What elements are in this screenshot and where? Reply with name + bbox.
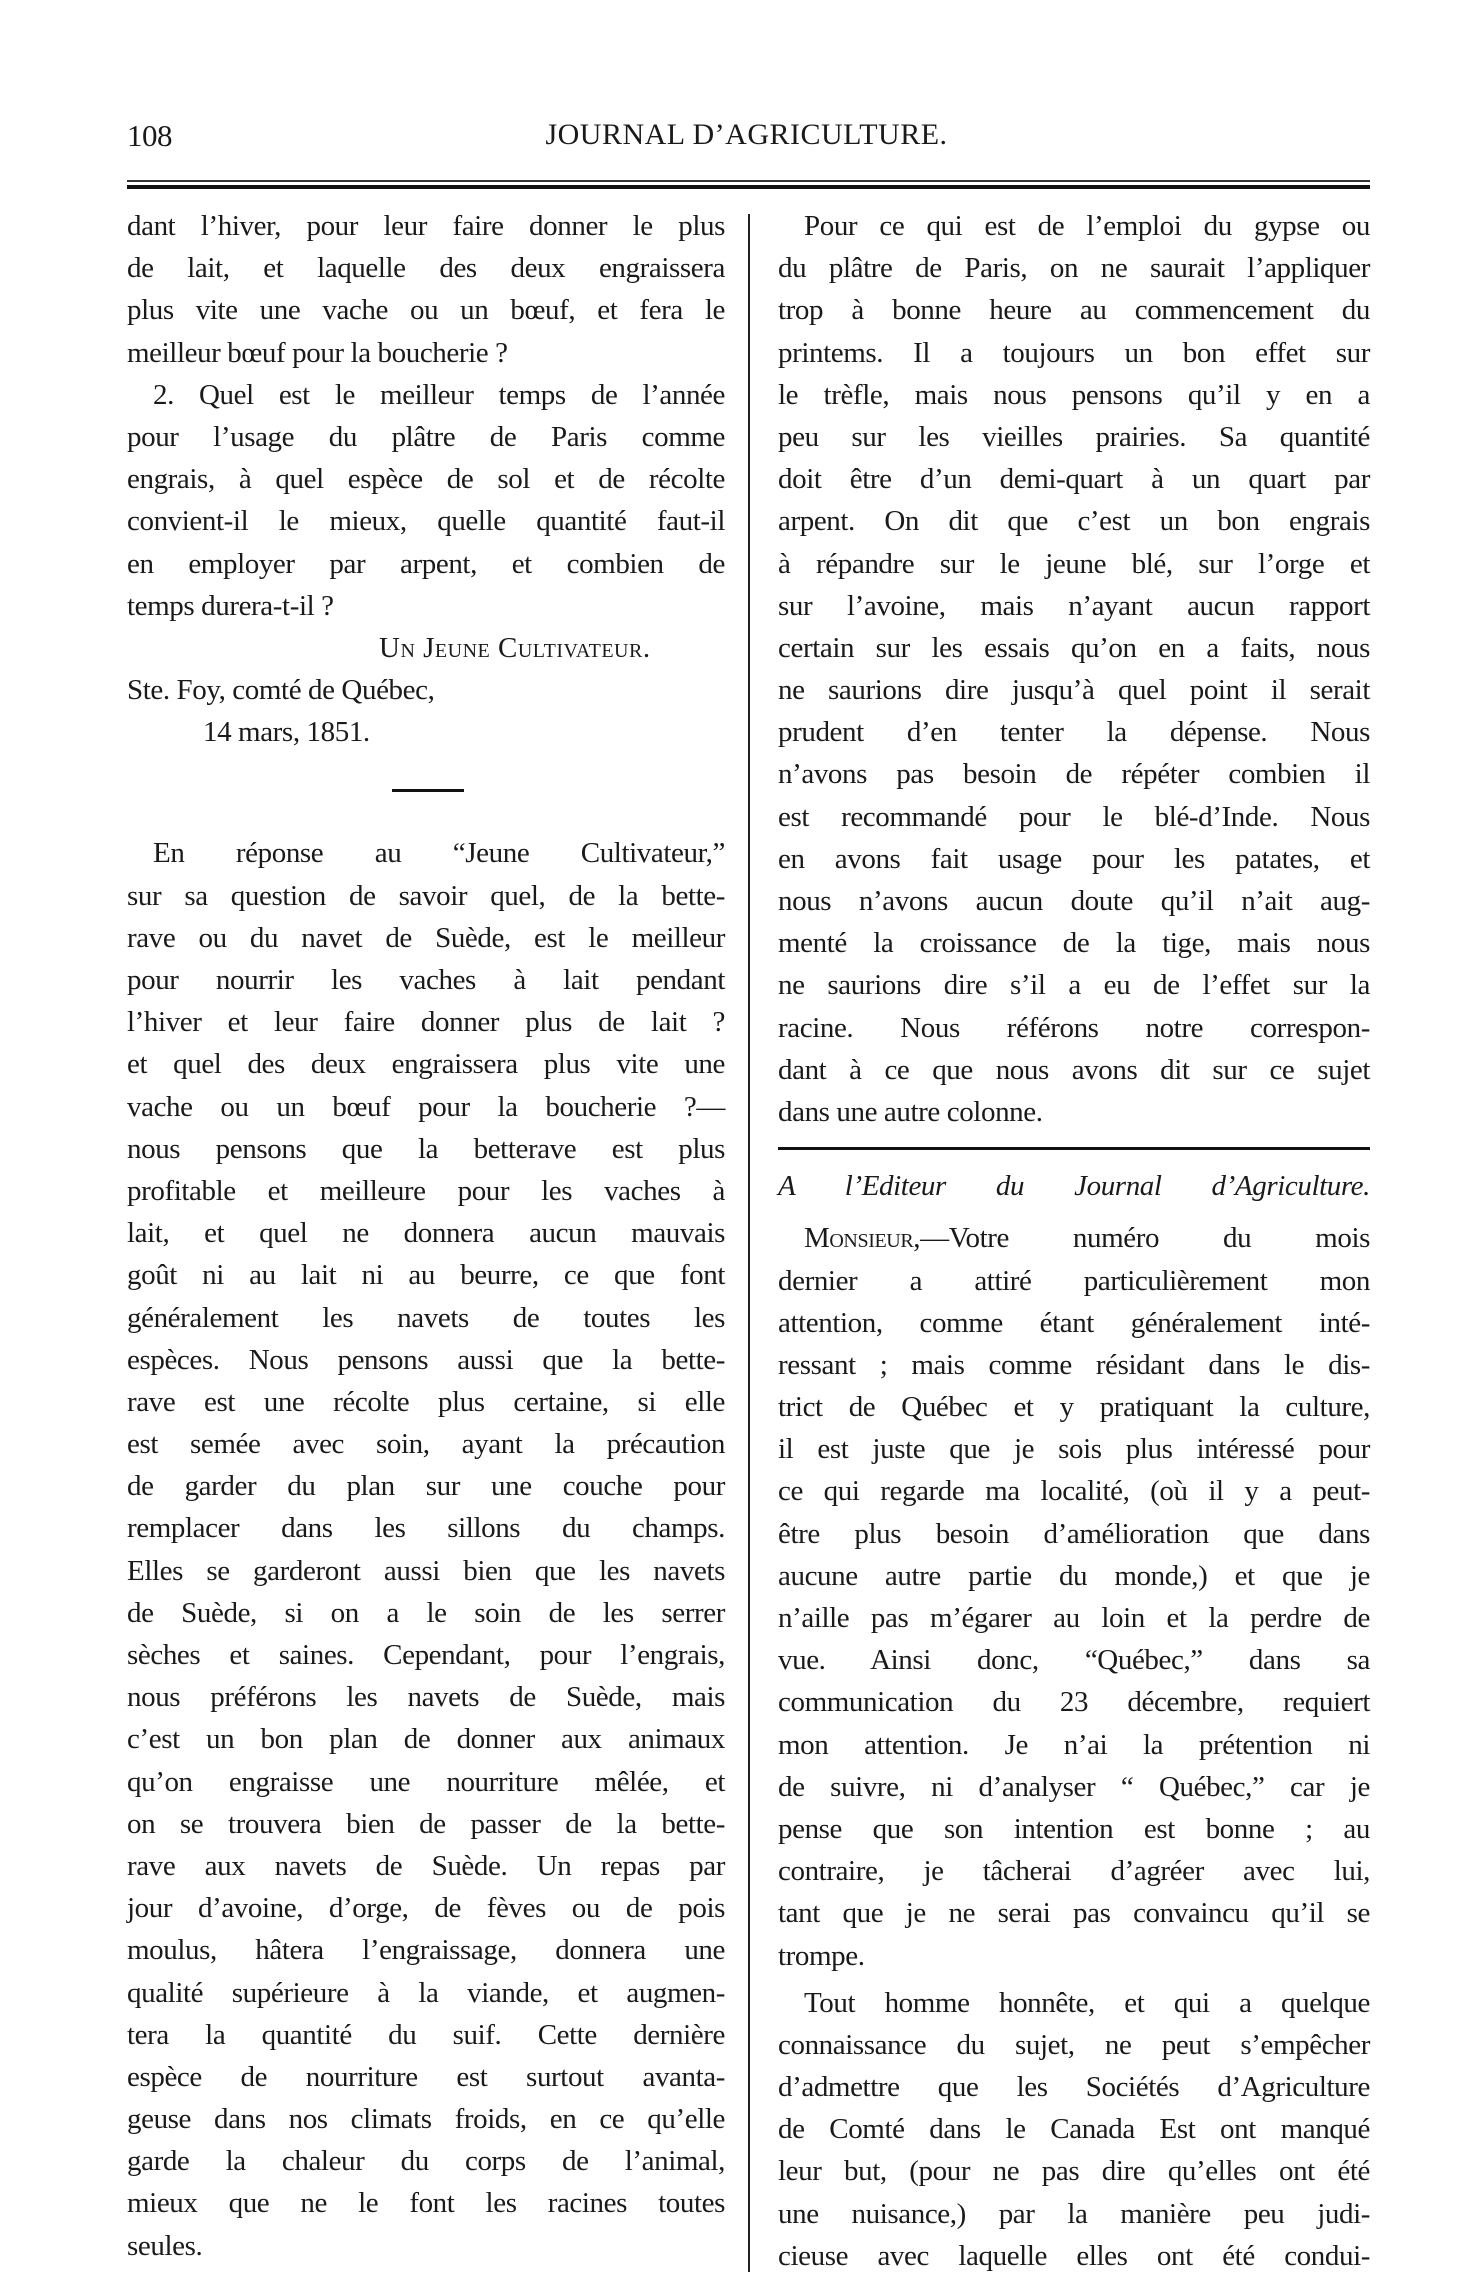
page-number: 108 [127,118,172,153]
text-line: qu’on engraisse une nourriture mêlée, et [127,1765,725,1798]
text-line: est semée avec soin, ayant la précaution [127,1428,725,1461]
header-rule [127,180,1370,182]
header-rule-thick [127,185,1370,189]
right-column [778,205,1370,2277]
text-line: dant l’hiver, pour leur faire donner le plus [127,210,725,242]
text-line: arpent. On dit que c’est un bon engrais [778,505,1370,538]
letter-heading: A l’Editeur du Journal d’Agriculture. [778,1170,1370,1203]
text-line: certain sur les essais qu’on en a faits, nous [778,631,1370,664]
text-line: vache ou un bœuf pour la boucherie ?— [127,1090,725,1123]
text-line: de suivre, ni d’analyser “ Québec,” car je [778,1770,1370,1803]
text-line: meilleur bœuf pour la boucherie ? [127,336,508,369]
text-line: convient-il le mieux, quelle quantité faut-il [127,505,725,538]
text-line: En réponse au “Jeune Cultivateur,” [153,837,725,870]
text-line: de garder du plan sur une couche pour [127,1470,725,1503]
journal-title: JOURNAL D’AGRICULTURE. [545,118,948,151]
text-line: rave aux navets de Suède. Un repas par [127,1849,725,1882]
text-line: vue. Ainsi donc, “Québec,” dans sa [778,1644,1370,1677]
text-line: trop à bonne heure au commencement du [778,294,1370,327]
text-line: est recommandé pour le blé-d’Inde. Nous [778,800,1370,833]
text-line: ne saurions dire jusqu’à quel point il serait [778,674,1370,707]
text-line: peu sur les vieilles prairies. Sa quantité [778,420,1370,453]
text-line: on se trouvera bien de passer de la bette- [127,1807,725,1840]
text-line: de Suède, si on a le soin de les serrer [127,1596,725,1629]
text-line: dant à ce que nous avons dit sur ce sujet [778,1053,1370,1086]
paragraph [778,205,1370,1133]
text-line: geuse dans nos climats froids, en ce qu’elle [127,2103,725,2136]
text-line: sèches et saines. Cependant, pour l’engrais, [127,1639,725,1671]
text-line: tera la quantité du suif. Cette dernière [127,2018,725,2051]
text-span: —Votre numéro du mois [920,1222,1370,1255]
text-line: 2. Quel est le meilleur temps de l’année [153,378,725,411]
text-line: espèces. Nous pensons aussi que la bette- [127,1343,725,1376]
text-line: lait, et quel ne donnera aucun mauvais [127,1217,725,1250]
text-line: rave est une récolte plus certaine, si elle [127,1385,725,1418]
text-line: le trèfle, mais nous pensons qu’il y en a [778,378,1370,411]
text-line: ressant ; mais comme résidant dans le dis- [778,1348,1370,1381]
text-line: ce qui regarde ma localité, (où il y a peut- [778,1475,1370,1508]
paragraph [127,832,725,2266]
section-rule [778,1133,1370,1165]
text-line: trompe. [778,1939,865,1972]
text-line: communication du 23 décembre, requiert [778,1686,1370,1719]
text-line: tant que je ne serai pas convaincu qu’il se [778,1897,1370,1930]
text-line: goût ni au lait ni au beurre, ce que font [127,1259,725,1292]
text-line: remplacer dans les sillons du champs. [127,1512,725,1545]
text-line: Elles se garderont aussi bien que les navets [127,1554,725,1587]
text-line: Pour ce qui est de l’emploi du gypse ou [804,210,1370,242]
text-line: mieux que ne le font les racines toutes [127,2187,725,2220]
text-line: sur sa question de savoir quel, de la bette- [127,879,725,912]
text-line: jour d’avoine, d’orge, de fèves ou de pois [127,1892,725,1925]
signature-place: Ste. Foy, comté de Québec, [127,674,435,707]
text-line: sur l’avoine, mais n’ayant aucun rapport [778,589,1370,622]
column-divider [748,214,750,2272]
text-line: à répandre sur le jeune blé, sur l’orge et [778,547,1370,580]
text-line: menté la croissance de la tige, mais nous [778,927,1370,960]
paragraph [127,374,725,627]
text-line: mon attention. Je n’ai la prétention ni [778,1728,1370,1761]
signature [127,627,725,754]
text-line: du plâtre de Paris, on ne saurait l’appliquer [778,252,1370,285]
left-column [127,205,725,2267]
signature-date: 14 mars, 1851. [203,716,370,749]
text-line: attention, comme étant généralement inté- [778,1306,1370,1339]
text-line: pour nourrir les vaches à lait pendant [127,964,725,996]
text-line: ne saurions dire s’il a eu de l’effet sur la [778,969,1370,1002]
text-line: espèce de nourriture est surtout avanta- [127,2060,725,2093]
text-line: aucune autre partie du monde,) et que je [778,1559,1370,1592]
text-line: de Comté dans le Canada Est ont manqué [778,2113,1370,2146]
text-line: il est juste que je sois plus intéressé pour [778,1433,1370,1466]
text-line: dernier a attiré particulièrement mon [778,1264,1370,1297]
text-line: d’admettre que les Sociétés d’Agriculture [778,2071,1370,2104]
text-line: engrais, à quel espèce de sol et de récolte [127,463,725,496]
text-line: temps durera-t-il ? [127,589,334,622]
text-line: cieuse avec laquelle elles ont été condui- [778,2239,1370,2272]
text-line: nous préférons les navets de Suède, mais [127,1681,725,1714]
text-line: pour l’usage du plâtre de Paris comme [127,420,725,453]
text-line: Tout homme honnête, et qui a quelque [804,1986,1370,2019]
text-line: une nuisance,) par la manière peu judi- [778,2197,1370,2230]
text-line: racine. Nous référons notre correspon- [778,1011,1370,1044]
text-line: généralement les navets de toutes les [127,1301,725,1334]
paragraph [778,1982,1370,2277]
text-line: printems. Il a toujours un bon effet sur [778,336,1370,369]
text-line: leur but, (pour ne pas dire qu’elles ont été [778,2155,1370,2188]
text-line: moulus, hâtera l’engraissage, donnera une [127,1934,725,1967]
text-line: en avons fait usage pour les patates, et [778,842,1370,875]
text-line [778,1217,1370,1259]
text-line: dans une autre colonne. [778,1095,1043,1128]
text-line: connaissance du sujet, ne peut s’empêcher [778,2028,1370,2061]
text-line: nous n’avons aucun doute qu’il n’ait aug- [778,885,1370,917]
text-line: seules. [127,2229,203,2262]
paragraph [778,1217,1370,1976]
text-line: doit être d’un demi-quart à un quart par [778,463,1370,496]
text-line: profitable et meilleure pour les vaches à [127,1174,725,1207]
text-line: prudent d’en tenter la dépense. Nous [778,716,1370,749]
text-line: de lait, et laquelle des deux engraissera [127,252,725,285]
text-line: c’est un bon plan de donner aux animaux [127,1723,725,1756]
text-line: en employer par arpent, et combien de [127,547,725,580]
text-line: n’avons pas besoin de répéter combien il [778,758,1370,791]
text-line: garde la chaleur du corps de l’animal, [127,2145,725,2178]
text-line: pense que son intention est bonne ; au [778,1812,1370,1845]
paragraph [127,205,725,374]
text-line: nous pensons que la betterave est plus [127,1132,725,1165]
text-line: contraire, je tâcherai d’agréer avec lui, [778,1855,1370,1888]
text-line: qualité supérieure à la viande, et augmen- [127,1976,725,2009]
text-line: être plus besoin d’amélioration que dans [778,1517,1370,1550]
text-line: et quel des deux engraissera plus vite une [127,1048,725,1081]
salutation: Monsieur, [804,1222,921,1255]
text-line: l’hiver et leur faire donner plus de lait ? [127,1006,725,1039]
section-rule [127,753,725,832]
text-line: n’aille pas m’égarer au loin et la perdre de [778,1602,1370,1634]
text-line: plus vite une vache ou un bœuf, et fera le [127,294,725,327]
text-line: rave ou du navet de Suède, est le meilleur [127,921,725,954]
text-line: trict de Québec et y pratiquant la culture, [778,1391,1370,1424]
signature-name: Un Jeune Cultivateur. [379,631,651,664]
